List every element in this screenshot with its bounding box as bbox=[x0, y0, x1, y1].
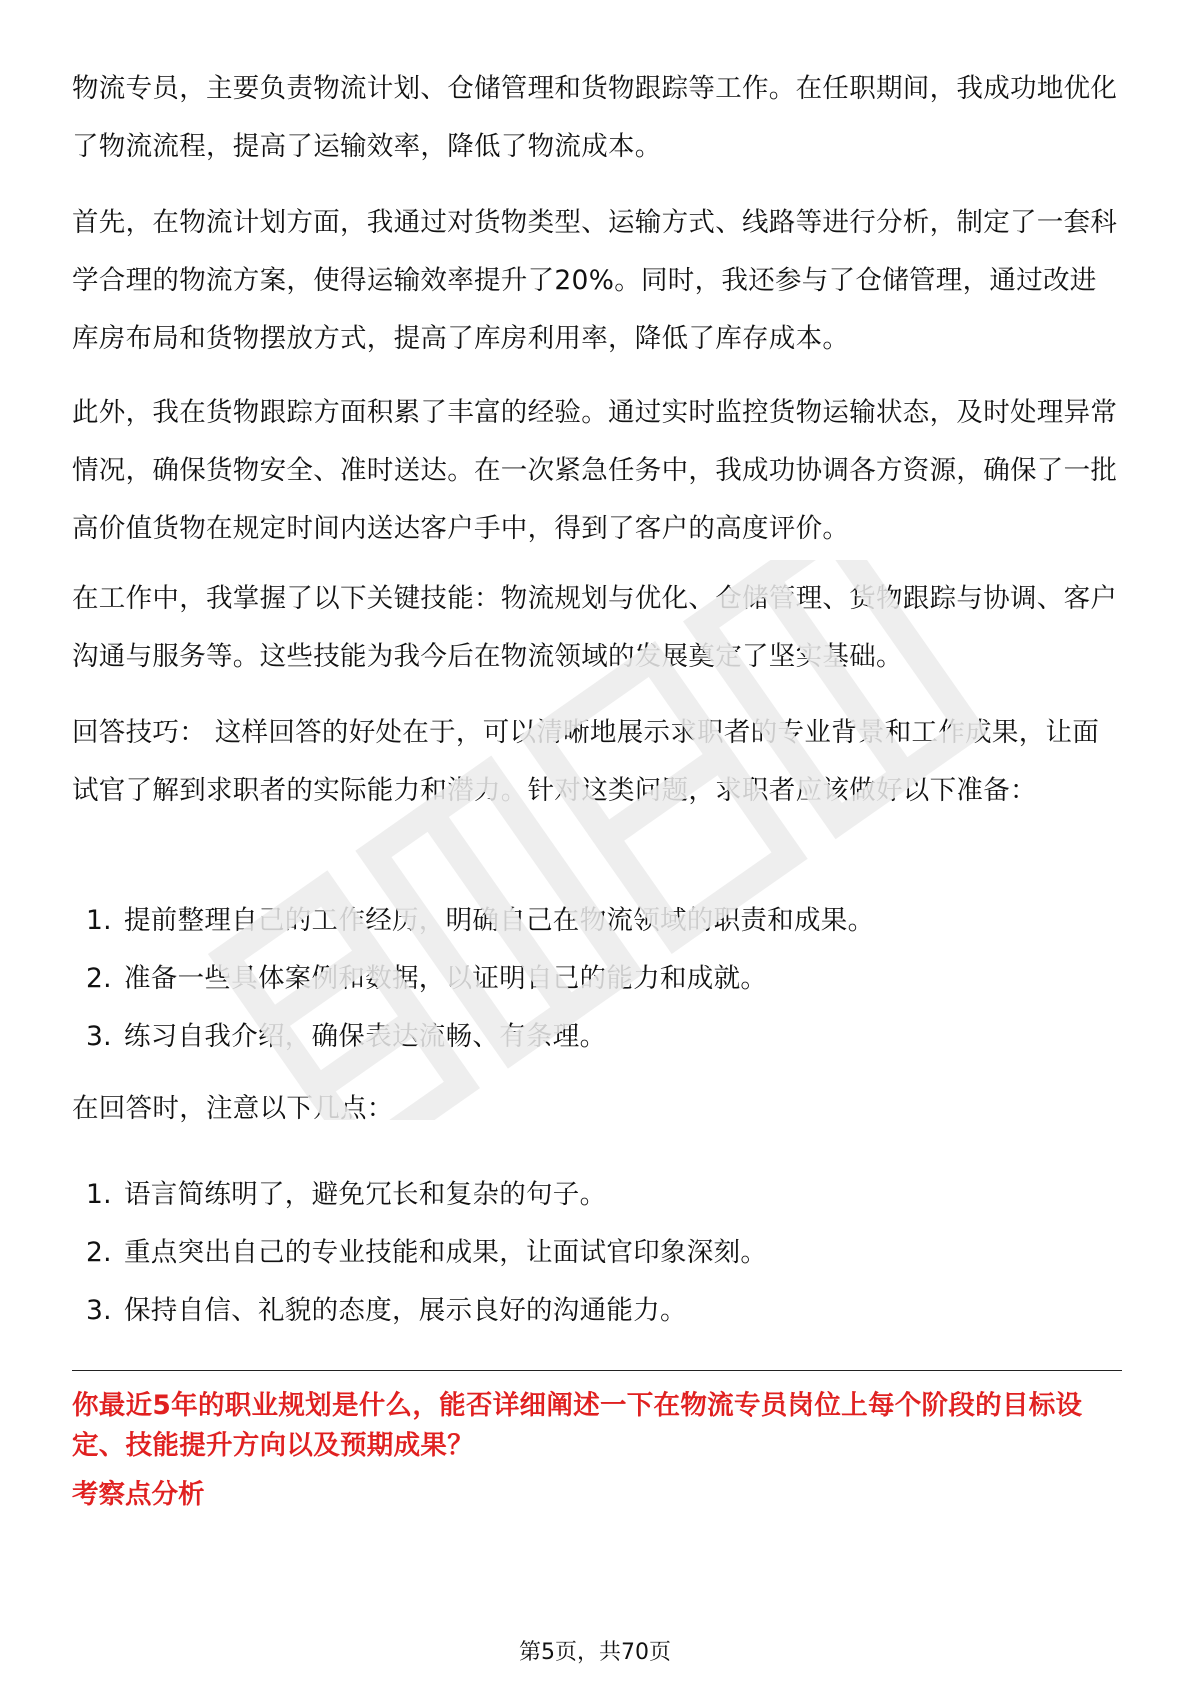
section-heading: 考察点分析 bbox=[72, 1479, 205, 1510]
paragraph-key-skills: 在工作中，我掌握了以下关键技能：物流规划与优化、仓储管理、货物跟踪与协调、客户沟通与服务等。这些技能为我今后在物流领域的发展奠定了坚实基础。 bbox=[72, 583, 1118, 672]
list-item bbox=[72, 1008, 1122, 1066]
list-item bbox=[72, 950, 1122, 1008]
list-item-text: 重点突出自己的专业技能和成果，让面试官印象深刻。 bbox=[124, 1237, 768, 1268]
page-number-footer: 第5页，共70页 bbox=[519, 1640, 671, 1665]
list-item bbox=[72, 892, 1122, 950]
list-item bbox=[72, 1166, 1122, 1224]
list-item bbox=[72, 1224, 1122, 1282]
document-page bbox=[72, 0, 1122, 1684]
list-item-number: 3. bbox=[86, 1021, 112, 1052]
interview-question: 你最近5年的职业规划是什么，能否详细阐述一下在物流专员岗位上每个阶段的目标设定、技能提升方向以及预期成果？ bbox=[72, 1390, 1083, 1461]
list-item-number: 1. bbox=[86, 905, 112, 936]
paragraph-logistics-planning: 首先，在物流计划方面，我通过对货物类型、运输方式、线路等进行分析，制定了一套科学合理的物流方案，使得运输效率提升了20%。同时，我还参与了仓储管理，通过改进库房布局和货物摆放方式，提高了库房利用率，降低了库存成本。 bbox=[72, 207, 1118, 354]
list-item-number: 3. bbox=[86, 1295, 112, 1326]
list-item-number: 2. bbox=[86, 963, 112, 994]
paragraph-cargo-tracking: 此外，我在货物跟踪方面积累了丰富的经验。通过实时监控货物运输状态，及时处理异常情况，确保货物安全、准时送达。在一次紧急任务中，我成功协调各方资源，确保了一批高价值货物在规定时间内送达客户手中，得到了客户的高度评价。 bbox=[72, 397, 1118, 544]
list-item-number: 2. bbox=[86, 1237, 112, 1268]
paragraph-intro: 物流专员，主要负责物流计划、仓储管理和货物跟踪等工作。在任职期间，我成功地优化了物流流程，提高了运输效率，降低了物流成本。 bbox=[72, 73, 1118, 162]
answer-notes-list bbox=[72, 1166, 1122, 1340]
list-item-text: 准备一些具体案例和数据，以证明自己的能力和成就。 bbox=[124, 963, 768, 994]
list-item-text: 语言简练明了，避免冗长和复杂的句子。 bbox=[124, 1179, 607, 1210]
preparation-list bbox=[72, 892, 1122, 1066]
list-item bbox=[72, 1282, 1122, 1340]
section-divider bbox=[72, 1370, 1122, 1371]
paragraph-answer-tips: 回答技巧： 这样回答的好处在于，可以清晰地展示求职者的专业背景和工作成果，让面试官了解到求职者的实际能力和潜力。针对这类问题，求职者应该做好以下准备： bbox=[72, 717, 1100, 806]
list-item-number: 1. bbox=[86, 1179, 112, 1210]
list-item-text: 练习自我介绍，确保表达流畅、有条理。 bbox=[124, 1021, 607, 1052]
list-item-text: 保持自信、礼貌的态度，展示良好的沟通能力。 bbox=[124, 1295, 687, 1326]
list-item-text: 提前整理自己的工作经历，明确自己在物流领域的职责和成果。 bbox=[124, 905, 875, 936]
paragraph-answer-notes: 在回答时，注意以下几点： bbox=[72, 1093, 394, 1124]
